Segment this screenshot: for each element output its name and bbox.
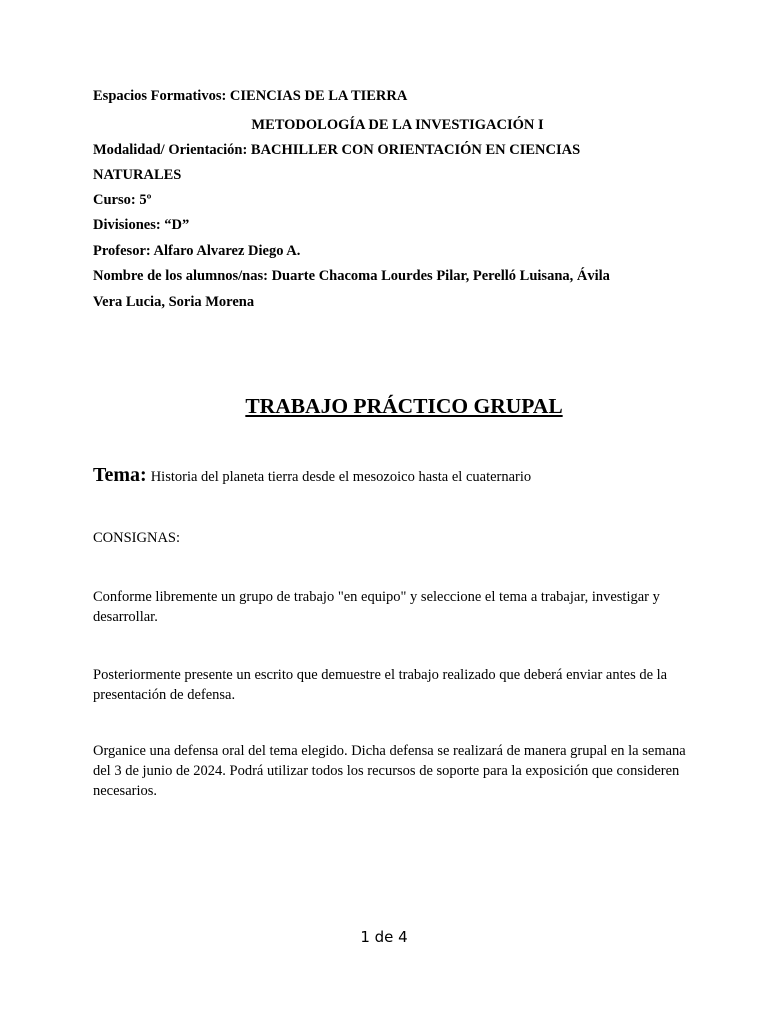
modalidad-line-1: Modalidad/ Orientación: BACHILLER CON ORIENTACIÓN EN CIENCIAS: [93, 142, 581, 158]
modalidad-line-2: NATURALES: [93, 167, 182, 183]
consigna-paragraph-3: Organice una defensa oral del tema elegido. Dicha defensa se realizará de manera grupal en la semana del 3 de junio de 2024. Podrá utilizar todos los recursos de soporte para la exposición que consideren necesarios.: [93, 743, 686, 799]
consignas-heading: CONSIGNAS:: [93, 530, 181, 546]
page-indicator: 1 de 4: [360, 928, 408, 946]
consigna-paragraph-2: Posteriormente presente un escrito que demuestre el trabajo realizado que deberá enviar antes de la presentación de defensa.: [93, 667, 668, 703]
tema-line: [93, 464, 531, 487]
materia-title: METODOLOGÍA DE LA INVESTIGACIÓN I: [251, 117, 544, 133]
consigna-paragraph-1: Conforme libremente un grupo de trabajo "en equipo" y seleccione el tema a trabajar, investigar y desarrollar.: [93, 589, 660, 625]
espacios-formativos: Espacios Formativos: CIENCIAS DE LA TIERRA: [93, 88, 408, 104]
tema-label: Tema:: [93, 464, 147, 486]
tema-text: Historia del planeta tierra desde el mesozoico hasta el cuaternario: [150, 469, 532, 485]
curso: Curso: 5º: [93, 192, 152, 208]
document-title: TRABAJO PRÁCTICO GRUPAL: [245, 394, 563, 418]
alumnos-line-2: Vera Lucia, Soria Morena: [93, 294, 255, 310]
alumnos-line-1: Nombre de los alumnos/nas: Duarte Chacoma Lourdes Pilar, Perelló Luisana, Ávila: [93, 268, 610, 284]
profesor: Profesor: Alfaro Alvarez Diego A.: [93, 243, 301, 259]
divisiones: Divisiones: “D”: [93, 217, 190, 233]
